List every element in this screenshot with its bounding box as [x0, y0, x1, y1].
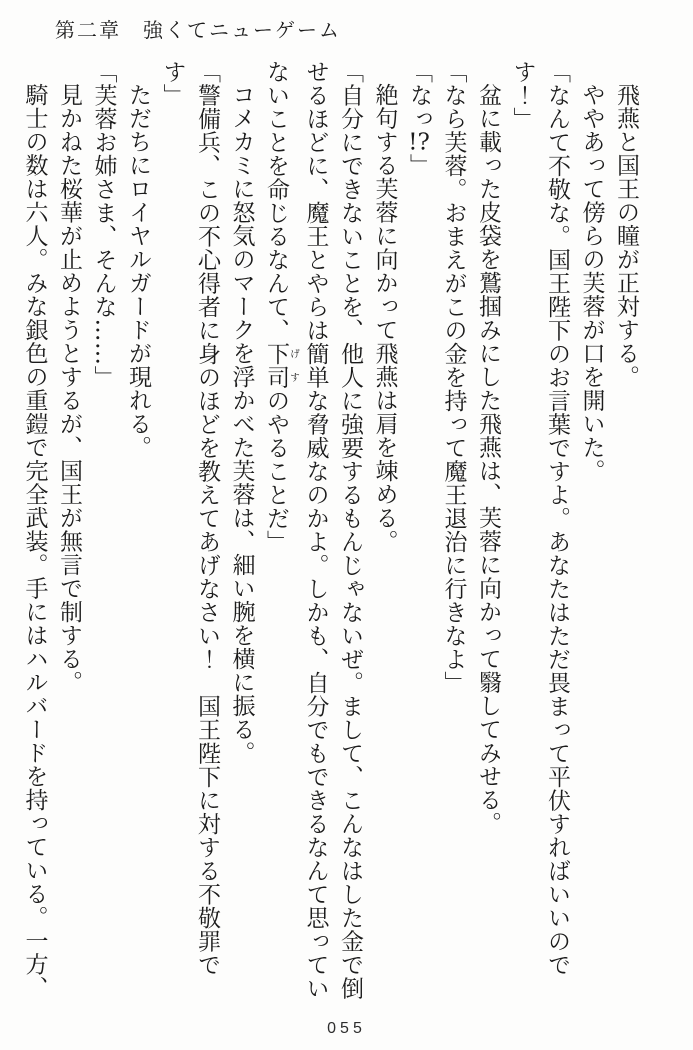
chapter-header: 第二章 強くてニューゲーム [55, 18, 341, 42]
text-line: 飛燕と国王の瞳が正対する。 [613, 83, 639, 389]
text-line: 「警備兵、この不心得者に身のほどを教えてあげなさい！ 国王陛下に対する不敬罪です」 [159, 60, 220, 977]
page-number: 055 [327, 1020, 366, 1037]
text-line: す！」 [509, 60, 536, 131]
text-line: 絶句する芙蓉に向かって飛燕は肩を竦める。 [371, 83, 398, 553]
text-line: ややあって傍らの芙蓉が口を開いた。 [578, 83, 605, 483]
tate-chu-yoko: !? [408, 130, 430, 154]
text-line: 「なっ!?」 [406, 60, 432, 177]
text-line: 見かねた桜華が止めようとするが、国王が無言で制する。 [56, 83, 82, 694]
text-line: 「なら芙蓉。おまえがこの金を持って魔王退治に行きなよ」 [440, 60, 467, 695]
ruby-annotated-word: 下司げす [263, 342, 299, 389]
text-line: 騎士の数は六人。みな銀色の重鎧で完全武装。手にはハルバードを持っている。一方、 [21, 83, 48, 1000]
text-line: せるほどに、魔王とやらは簡単な脅威なのかよ。しかも、自分でもできるなんて思ってい [302, 60, 329, 1000]
text-line: コメカミに怒気のマークを浮かべた芙蓉は、細い腕を横に振る。 [228, 83, 255, 765]
text-line: ないことを命じるなんて、下司げすのやることだ」 [263, 60, 299, 554]
text-line: 「なんて不敬な。国王陛下のお言葉ですよ。あなたはただ畏まって平伏すればいいので [544, 60, 570, 977]
text-line: 盆に載った皮袋を鷲掴みにした飛燕は、芙蓉に向かって翳してみせる。 [475, 83, 501, 835]
text-line: ただちにロイヤルガードが現れる。 [125, 83, 151, 459]
text-line: 「芙蓉お姉さま、そんな……」 [90, 60, 117, 389]
furigana: げす [287, 342, 299, 389]
text-line: 「自分にできないことを、他人に強要するもんじゃないぜ。まして、こんなはした金で倒 [337, 60, 363, 1000]
text-body [17, 60, 643, 1008]
